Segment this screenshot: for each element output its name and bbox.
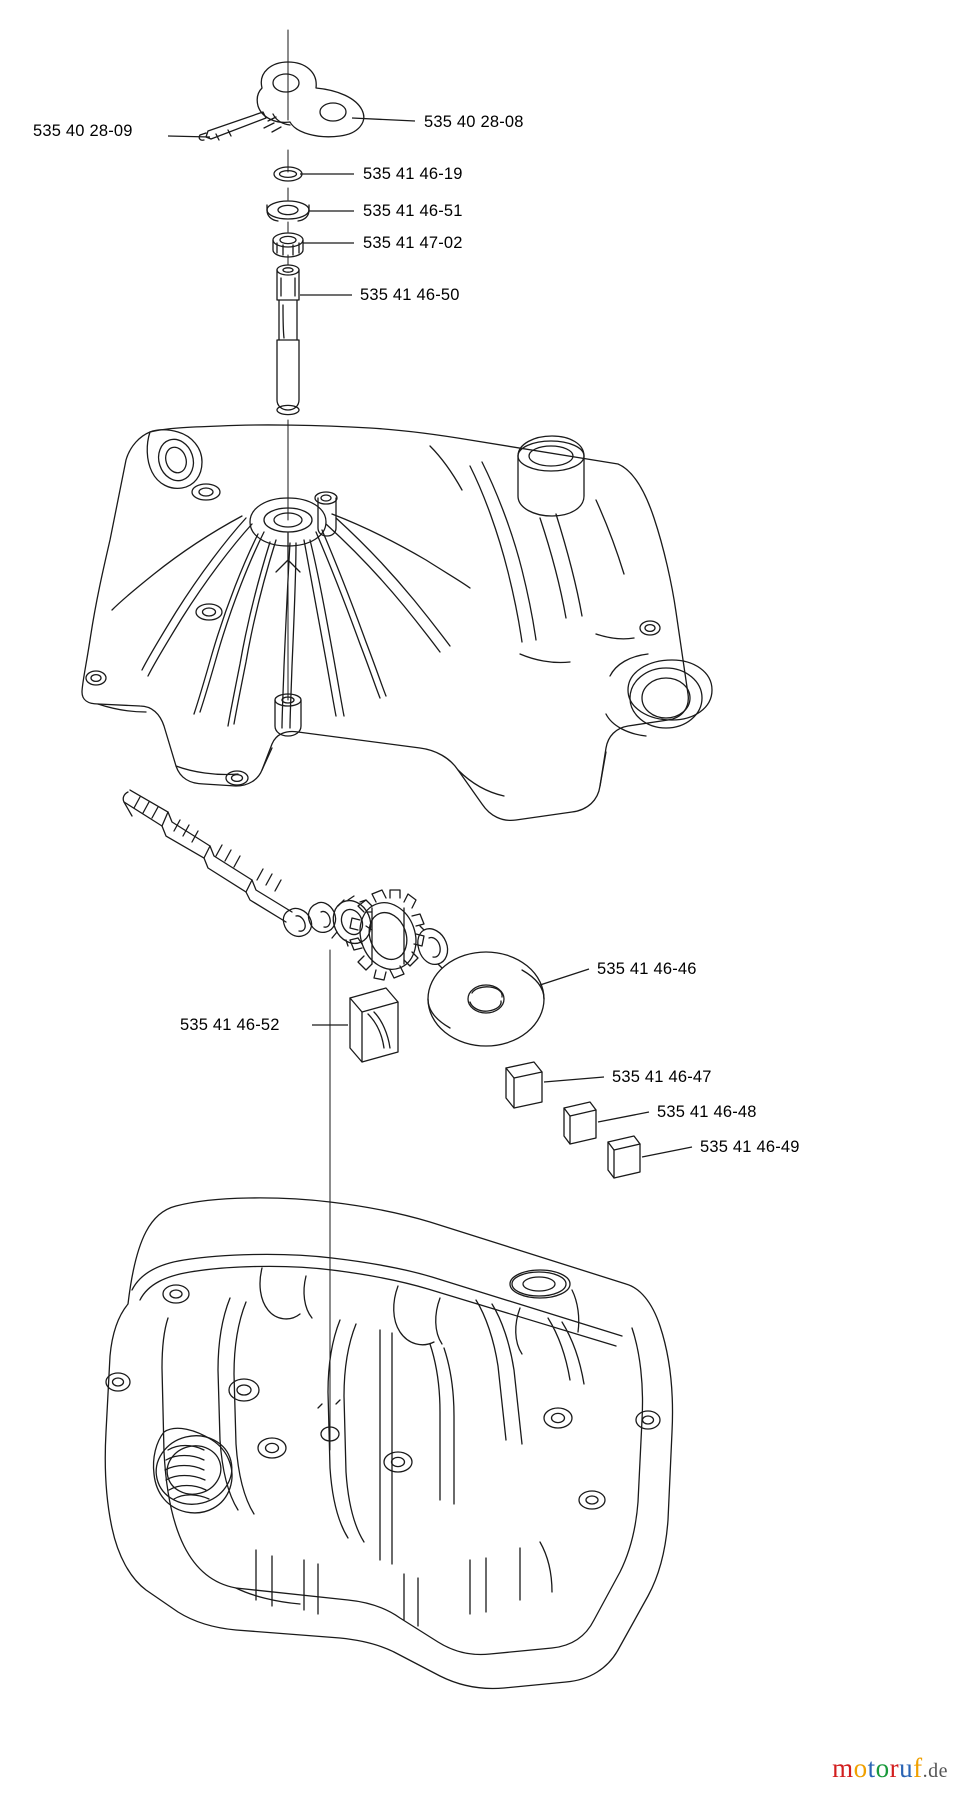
watermark-suffix: .de xyxy=(922,1760,948,1782)
part-label-535-41-46-49: 535 41 46-49 xyxy=(700,1138,800,1156)
part-label-535-41-46-52: 535 41 46-52 xyxy=(180,1016,280,1034)
part-label-535-41-46-46: 535 41 46-46 xyxy=(597,960,697,978)
part-brake-pad-47 xyxy=(506,1062,542,1108)
part-pin-bolt xyxy=(199,112,266,140)
part-bushing xyxy=(273,233,303,257)
part-shim-49 xyxy=(608,1136,640,1178)
part-control-shaft xyxy=(277,265,299,415)
part-thrust-bearing xyxy=(327,895,378,950)
part-label-535-41-46-19: 535 41 46-19 xyxy=(363,165,463,183)
part-label-535-41-46-48: 535 41 46-48 xyxy=(657,1103,757,1121)
part-shim-48 xyxy=(564,1102,596,1144)
part-pinion-gear xyxy=(350,890,425,980)
part-upper-housing xyxy=(82,425,712,820)
watermark-letter-f: f xyxy=(913,1753,923,1783)
part-lower-housing xyxy=(105,1198,672,1689)
part-label-535-40-28-08: 535 40 28-08 xyxy=(424,113,524,131)
part-label-535-41-47-02: 535 41 47-02 xyxy=(363,234,463,252)
part-brake-pad-large xyxy=(350,988,398,1062)
watermark-letter-o2: o xyxy=(875,1753,890,1783)
part-washer xyxy=(267,201,309,221)
part-label-535-40-28-09: 535 40 28-09 xyxy=(33,122,133,140)
watermark-letter-t: t xyxy=(867,1753,876,1783)
part-label-535-41-46-50: 535 41 46-50 xyxy=(360,286,460,304)
watermark-letter-r: r xyxy=(889,1753,900,1783)
site-watermark xyxy=(832,1753,948,1784)
watermark-letter-u: u xyxy=(899,1753,914,1783)
part-brake-disc xyxy=(428,952,544,1046)
watermark-letter-m: m xyxy=(832,1753,854,1783)
part-label-535-41-46-51: 535 41 46-51 xyxy=(363,202,463,220)
part-label-535-41-46-47: 535 41 46-47 xyxy=(612,1068,712,1086)
part-control-arm xyxy=(257,62,364,137)
part-bearing-washer-left xyxy=(308,902,335,932)
watermark-letter-o1: o xyxy=(853,1753,868,1783)
part-retaining-clip xyxy=(418,926,448,968)
part-input-shaft xyxy=(123,790,311,936)
